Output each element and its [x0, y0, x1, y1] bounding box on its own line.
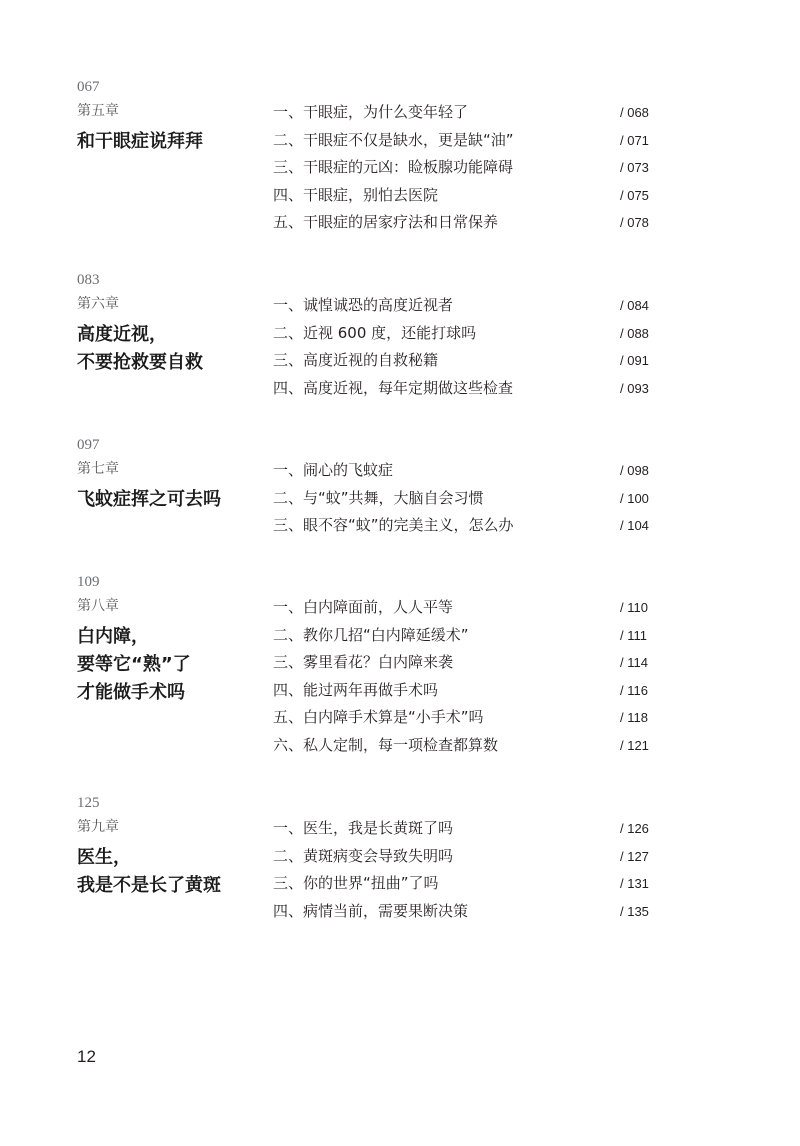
section-page-number: / 118: [620, 710, 648, 725]
section-title: 三、高度近视的自救秘籍: [273, 351, 439, 369]
chapter-title-line: 才能做手术吗: [77, 682, 185, 703]
section-title: 三、你的世界“扭曲”了吗: [273, 874, 439, 892]
toc-entry[interactable]: [0, 460, 800, 488]
section-title: 二、与“蚊”共舞，大脑自会习惯: [273, 488, 484, 507]
toc-entry[interactable]: [0, 873, 800, 901]
chapter-start-page: 067: [77, 79, 100, 95]
section-title: 四、干眼症，别怕去医院: [273, 185, 439, 204]
section-title: 二、干眼症不仅是缺水，更是缺“油”: [273, 130, 514, 149]
section-list: [0, 597, 800, 762]
toc-entry[interactable]: [0, 515, 800, 543]
section-title: 一、白内障面前，人人平等: [273, 598, 454, 616]
section-page-number: / 126: [620, 821, 649, 836]
section-list: [0, 102, 800, 240]
chapter-start-page: 109: [77, 574, 100, 590]
chapter-start-page: 125: [77, 795, 100, 811]
section-title: 六、私人定制，每一项检查都算数: [273, 735, 499, 754]
toc-entry[interactable]: [0, 130, 800, 158]
section-page-number: / 073: [620, 160, 649, 175]
section-page-number: / 075: [620, 187, 649, 203]
toc-entry[interactable]: [0, 102, 800, 130]
chapter-title-line: 飞蚊症挥之可去吗: [77, 489, 221, 510]
section-page-number: / 110: [620, 600, 648, 615]
section-title: 四、能过两年再做手术吗: [273, 680, 439, 699]
toc-entry[interactable]: [0, 597, 800, 625]
section-page-number: / 093: [620, 380, 649, 396]
section-title: 二、近视 600 度，还能打球吗: [273, 323, 477, 342]
section-page-number: / 111: [620, 627, 647, 643]
toc-entry[interactable]: [0, 707, 800, 735]
toc-entry[interactable]: [0, 818, 800, 846]
section-page-number: / 084: [620, 298, 649, 313]
toc-entry[interactable]: [0, 295, 800, 323]
section-title: 三、干眼症的元凶：睑板腺功能障碍: [273, 158, 514, 176]
chapter-title-line: 白内障，: [77, 626, 149, 647]
section-title: 四、高度近视，每年定期做这些检查: [273, 378, 514, 397]
section-title: 一、医生，我是长黄斑了吗: [273, 819, 454, 837]
toc-entry[interactable]: [0, 378, 800, 406]
toc-entry[interactable]: [0, 625, 800, 653]
section-title: 一、干眼症，为什么变年轻了: [273, 103, 469, 121]
chapter-title-line: 高度近视，: [77, 324, 167, 345]
section-page-number: / 100: [620, 490, 649, 506]
section-page-number: / 114: [620, 655, 648, 670]
toc-entry[interactable]: [0, 652, 800, 680]
chapter-title-line: 我是不是长了黄斑: [77, 875, 221, 896]
toc-entry[interactable]: [0, 901, 800, 929]
section-page-number: / 068: [620, 105, 649, 120]
section-page-number: / 078: [620, 215, 649, 230]
page-number: 12: [77, 1047, 96, 1066]
chapter-number: 第七章: [77, 461, 119, 477]
toc-entry[interactable]: [0, 157, 800, 185]
section-page-number: / 104: [620, 518, 649, 533]
section-title: 一、闹心的飞蚊症: [273, 461, 394, 479]
section-page-number: / 091: [620, 353, 649, 368]
chapter-start-page: 097: [77, 437, 100, 453]
section-page-number: / 135: [620, 903, 649, 919]
chapter-start-page: 083: [77, 272, 100, 288]
chapter-number: 第五章: [77, 103, 119, 119]
chapter-title-line: 不要抢救要自救: [77, 352, 203, 373]
chapter-number: 第九章: [77, 819, 119, 835]
section-title: 二、黄斑病变会导致失明吗: [273, 846, 454, 865]
toc-entry[interactable]: [0, 488, 800, 516]
toc-entry[interactable]: [0, 680, 800, 708]
chapter-title-line: 要等它“熟”了: [77, 654, 191, 675]
section-title: 四、病情当前，需要果断决策: [273, 901, 469, 920]
section-list: [0, 818, 800, 928]
section-page-number: / 088: [620, 325, 649, 341]
toc-entry[interactable]: [0, 735, 800, 763]
section-page-number: / 071: [620, 132, 649, 148]
toc-entry[interactable]: [0, 185, 800, 213]
section-page-number: / 127: [620, 848, 649, 864]
section-list: [0, 460, 800, 543]
section-title: 三、眼不容“蚊”的完美主义，怎么办: [273, 516, 514, 534]
section-page-number: / 098: [620, 463, 649, 478]
section-page-number: / 131: [620, 876, 649, 891]
section-page-number: / 116: [620, 682, 648, 698]
section-title: 五、干眼症的居家疗法和日常保养: [273, 213, 499, 231]
toc-entry[interactable]: [0, 323, 800, 351]
chapter-title-line: 医生，: [77, 847, 131, 868]
toc-entry[interactable]: [0, 350, 800, 378]
chapter-number: 第六章: [77, 296, 119, 312]
toc-entry[interactable]: [0, 212, 800, 240]
chapter-title-line: 和干眼症说拜拜: [77, 131, 203, 152]
toc-entry[interactable]: [0, 846, 800, 874]
section-title: 二、教你几招“白内障延缓术”: [273, 625, 469, 644]
section-title: 三、雾里看花？白内障来袭: [273, 653, 454, 671]
section-title: 五、白内障手术算是“小手术”吗: [273, 708, 484, 726]
chapter-number: 第八章: [77, 598, 119, 614]
section-page-number: / 121: [620, 737, 649, 753]
section-title: 一、诚惶诚恐的高度近视者: [273, 296, 454, 314]
section-list: [0, 295, 800, 405]
